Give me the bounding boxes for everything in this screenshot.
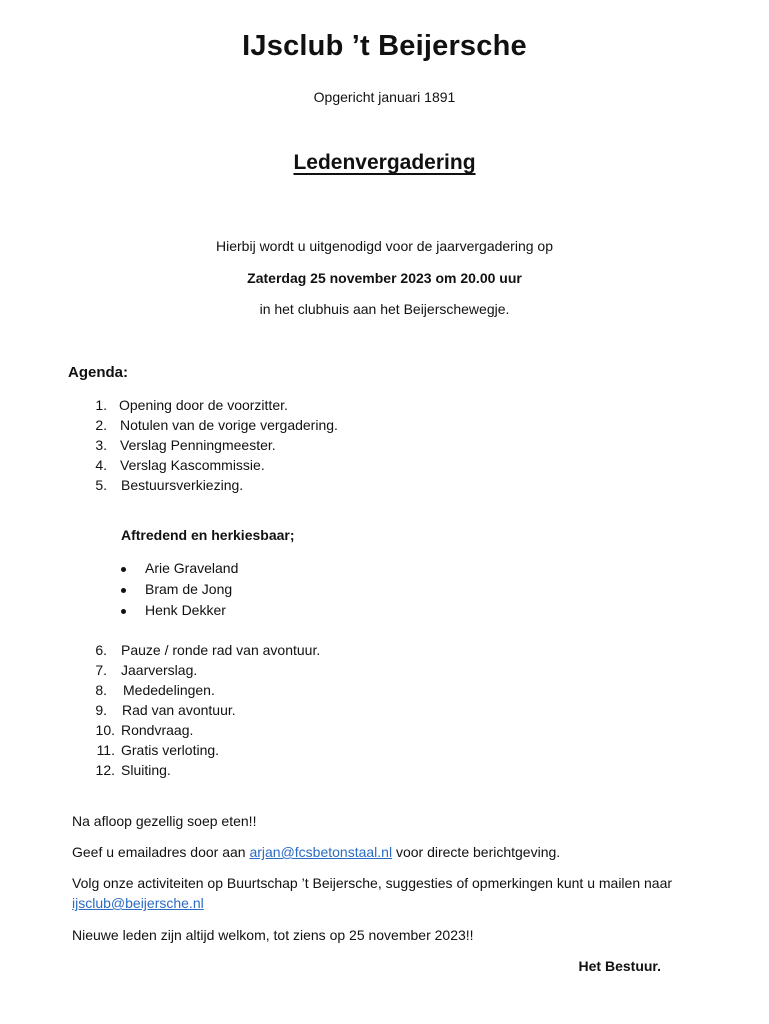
signature: Het Bestuur. xyxy=(578,958,661,974)
agenda-item-text: Pauze / ronde rad van avontuur. xyxy=(121,642,321,658)
agenda-item-text: Gratis verloting. xyxy=(121,742,220,758)
agenda-item-text: Verslag Penningmeester. xyxy=(120,437,276,453)
agenda-item-text: Bestuursverkiezing. xyxy=(121,477,244,493)
email-note-suffix: voor directe berichtgeving. xyxy=(392,844,561,860)
agenda-item-number: 2. xyxy=(95,417,107,433)
bullet-icon xyxy=(121,567,126,572)
agenda-item-text: Sluiting. xyxy=(121,762,171,778)
agenda-item-number: 8. xyxy=(95,682,107,698)
follow-note: Volg onze activiteiten op Buurtschap ’t Beijersche, suggesties of opmerkingen kunt u mailen naar xyxy=(72,875,673,891)
email-link-arjan[interactable]: arjan@fcsbetonstaal.nl xyxy=(249,844,393,860)
agenda-item-number: 7. xyxy=(95,662,107,678)
agenda-item-number: 3. xyxy=(95,437,107,453)
agenda-item-number: 12. xyxy=(95,762,115,778)
invitation-location: in het clubhuis aan het Beijerschewegje. xyxy=(259,301,510,317)
club-title: IJsclub ’t Beijersche xyxy=(242,30,527,62)
retiring-member-name: Bram de Jong xyxy=(145,581,233,597)
agenda-item-number: 10. xyxy=(95,722,115,738)
retiring-heading: Aftredend en herkiesbaar; xyxy=(121,527,295,543)
agenda-item-text: Rondvraag. xyxy=(121,722,194,738)
agenda-item-text: Jaarverslag. xyxy=(121,662,198,678)
follow-email xyxy=(72,895,204,911)
agenda-item-number: 11. xyxy=(96,742,115,758)
soup-note: Na afloop gezellig soep eten!! xyxy=(72,813,257,829)
agenda-item-text: Rad van avontuur. xyxy=(122,702,236,718)
agenda-item-text: Mededelingen. xyxy=(123,682,215,698)
meeting-heading: Ledenvergadering xyxy=(293,151,476,174)
agenda-item-text: Opening door de voorzitter. xyxy=(119,397,288,413)
agenda-item-number: 6. xyxy=(95,642,107,658)
invitation-date: Zaterdag 25 november 2023 om 20.00 uur xyxy=(247,270,522,286)
agenda-item-text: Notulen van de vorige vergadering. xyxy=(120,417,338,433)
agenda-label: Agenda: xyxy=(68,364,128,381)
retiring-member-name: Arie Graveland xyxy=(145,560,239,576)
agenda-item-number: 5. xyxy=(95,477,107,493)
agenda-item-number: 4. xyxy=(95,457,107,473)
email-note-prefix: Geef u emailadres door aan xyxy=(72,844,250,860)
email-note xyxy=(72,844,560,860)
founded-subtitle: Opgericht januari 1891 xyxy=(313,89,456,105)
bullet-icon xyxy=(121,588,126,593)
agenda-item-number: 9. xyxy=(95,702,107,718)
agenda-item-text: Verslag Kascommissie. xyxy=(120,457,265,473)
email-link-ijsclub[interactable]: ijsclub@beijersche.nl xyxy=(72,895,204,911)
agenda-item-number: 1. xyxy=(95,397,107,413)
invitation-line-1: Hierbij wordt u uitgenodigd voor de jaarvergadering op xyxy=(216,238,553,254)
welcome-note: Nieuwe leden zijn altijd welkom, tot ziens op 25 november 2023!! xyxy=(72,927,474,943)
retiring-member-name: Henk Dekker xyxy=(145,602,226,618)
bullet-icon xyxy=(121,609,126,614)
